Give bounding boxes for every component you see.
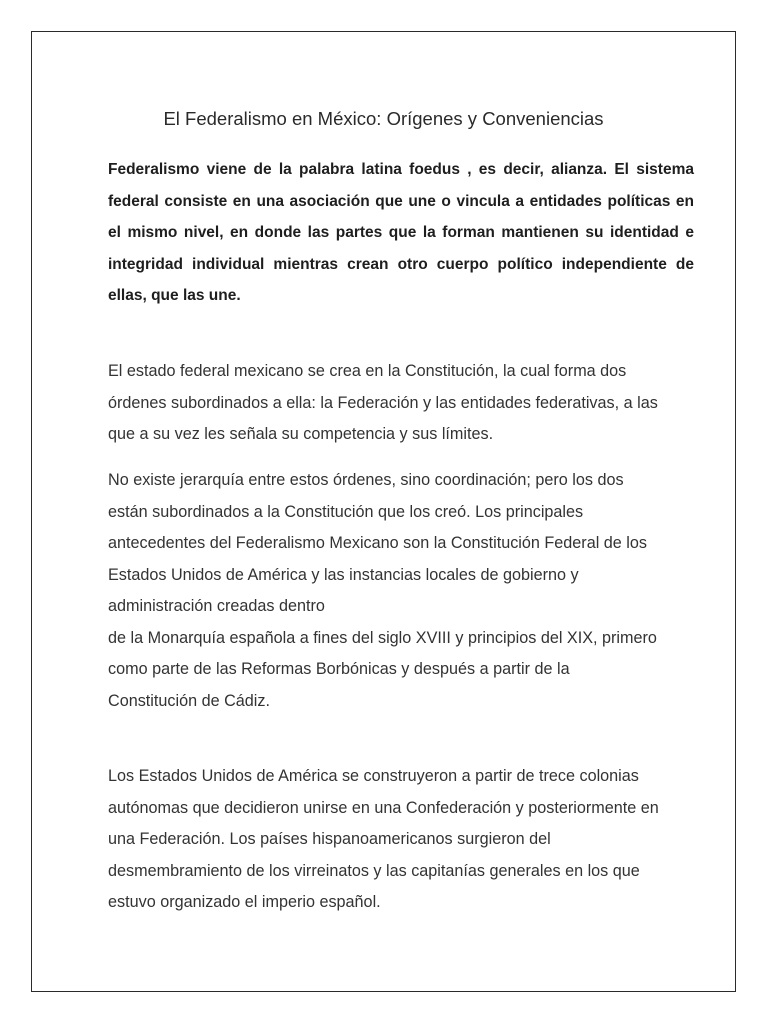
paragraph-2 [108, 465, 657, 717]
text-line: que a su vez les señala su competencia y sus límites. [108, 425, 494, 443]
text-line: desmembramiento de los virreinatos y las capitanías generales en los que [108, 861, 640, 880]
paragraph-3 [108, 761, 659, 919]
text-line: Estados Unidos de América y las instancias locales de gobierno y [108, 565, 579, 584]
text-line: administración creadas dentro [108, 597, 325, 615]
text-line: autónomas que decidieron unirse en una Confederación y posteriormente en [108, 798, 659, 817]
text-line: antecedentes del Federalismo Mexicano son la Constitución Federal de los [108, 534, 647, 552]
text-line: estuvo organizado el imperio español. [108, 893, 381, 911]
document-title: El Federalismo en México: Orígenes y Conveniencias [163, 108, 604, 129]
text-line: están subordinados a la Constitución que los creó. Los principales [108, 502, 584, 521]
intro-paragraph: Federalismo viene de la palabra latina foedus , es decir, alianza. El sistema federal consiste en una asociación que une o vincula a entidades políticas en el mismo nivel, en donde las partes que la forman mantienen su identidad e integridad individual mientras crean otro cuerpo político independiente de ellas, que las une. [108, 161, 694, 304]
paragraph-1 [108, 356, 658, 451]
document-page [31, 31, 736, 992]
text-line: No existe jerarquía entre estos órdenes, sino coordinación; pero los dos [108, 471, 624, 489]
text-line: como parte de las Reformas Borbónicas y después a partir de la [108, 660, 570, 678]
text-line: órdenes subordinados a ella: la Federación y las entidades federativas, a las [108, 393, 658, 412]
text-line: Los Estados Unidos de América se construyeron a partir de trece colonias [108, 767, 639, 785]
text-line: El estado federal mexicano se crea en la Constitución, la cual forma dos [108, 362, 627, 380]
text-line: de la Monarquía española a fines del siglo XVIII y principios del XIX, primero [108, 628, 657, 647]
text-line: una Federación. Los países hispanoamericanos surgieron del [108, 830, 551, 848]
text-line: Constitución de Cádiz. [108, 691, 270, 710]
